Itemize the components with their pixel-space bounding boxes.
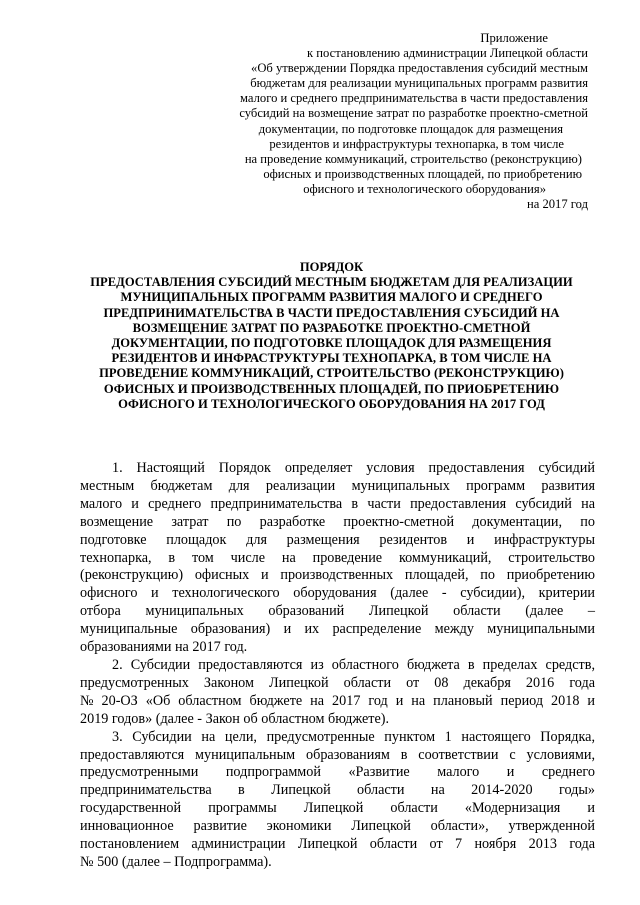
paragraph-line: местным бюджетам для реализации муниципальных программ развития <box>80 477 595 494</box>
title-line: ПОРЯДОК <box>299 260 364 274</box>
annex-line: на 2017 год <box>526 197 588 212</box>
annex-line: на проведение коммуникаций, строительство (реконструкцию) <box>244 151 582 166</box>
title-line: ОФИСНЫХ И ПРОИЗВОДСТВЕННЫХ ПЛОЩАДЕЙ, ПО ПРИОБРЕТЕНИЮ <box>103 381 560 396</box>
title-line: РЕЗИДЕНТОВ И ИНФРАСТРУКТУРЫ ТЕХНОПАРКА, В ТОМ ЧИСЛЕ НА <box>111 351 552 366</box>
paragraph-line: 2019 годов» (далее - Закон об областном бюджете). <box>80 710 390 727</box>
annex-line: офисного и технологического оборудования» <box>303 181 546 196</box>
annex-line: Приложение <box>480 31 548 45</box>
paragraph-line: образованиями на 2017 год. <box>80 639 248 656</box>
annex-line: документации, по подготовке площадок для размещения <box>258 121 563 136</box>
paragraph-line: предусмотренными подпрограммой «Развитие малого и среднего <box>80 764 595 781</box>
paragraph-line: предпринимательства в Липецкой области на 2014-2020 годы» <box>80 782 595 799</box>
annex-line: «Об утверждении Порядка предоставления субсидий местным <box>251 61 588 76</box>
document-title <box>60 260 603 412</box>
paragraph-line: предусмотренных Законом Липецкой области от 08 декабря 2016 года <box>80 674 595 691</box>
title-line: ОФИСНОГО И ТЕХНОЛОГИЧЕСКОГО ОБОРУДОВАНИЯ НА 2017 ГОД <box>118 396 545 411</box>
paragraph-3 <box>80 729 595 872</box>
title-line: ПРЕДОСТАВЛЕНИЯ СУБСИДИЙ МЕСТНЫМ БЮДЖЕТАМ ДЛЯ РЕАЛИЗАЦИИ <box>90 275 573 290</box>
paragraph-line: технопарка, в том числе на проведение коммуникаций, строительство <box>80 549 595 566</box>
paragraph-line: подготовке площадок для размещения резидентов и инфраструктуры <box>80 531 595 548</box>
paragraph-line: малого и среднего предпринимательства в части предоставления субсидий на <box>80 495 595 512</box>
paragraph-line: (реконструкцию) офисных и производственных площадей, по приобретению <box>80 567 595 584</box>
paragraph-line: постановлением администрации Липецкой области от 7 ноября 2013 года <box>80 836 595 853</box>
paragraph-2 <box>80 657 595 729</box>
paragraph-line: инновационное развитие экономики Липецкой области», утвержденной <box>80 818 595 835</box>
paragraph-line: № 500 (далее – Подпрограмма). <box>80 853 272 870</box>
title-line: ДОКУМЕНТАЦИИ, ПО ПОДГОТОВКЕ ПЛОЩАДОК ДЛЯ РАЗМЕЩЕНИЯ <box>111 336 552 351</box>
title-line: ПРЕДПРИНИМАТЕЛЬСТВА В ЧАСТИ ПРЕДОСТАВЛЕНИЯ СУБСИДИЙ НА <box>103 305 560 320</box>
annex-line: малого и среднего предпринимательства в части предоставления <box>240 91 588 106</box>
paragraph-line: № 20-ОЗ «Об областном бюджете на 2017 год и на плановый период 2018 и <box>80 692 595 709</box>
paragraph-line: 3. Субсидии на цели, предусмотренные пунктом 1 настоящего Порядка, <box>112 728 595 745</box>
annex-line: бюджетам для реализации муниципальных программ развития <box>250 76 588 91</box>
paragraph-line: 1. Настоящий Порядок определяет условия предоставления субсидий <box>112 460 595 476</box>
paragraph-line: отбора муниципальных образований Липецкой области (далее – <box>80 603 595 620</box>
title-line: МУНИЦИПАЛЬНЫХ ПРОГРАММ РАЗВИТИЯ МАЛОГО И СРЕДНЕГО <box>120 290 543 305</box>
title-line: ВОЗМЕЩЕНИЕ ЗАТРАТ ПО РАЗРАБОТКЕ ПРОЕКТНО-СМЕТНОЙ <box>132 320 531 335</box>
paragraph-line: предоставляются муниципальным образованиям в соответствии с условиями, <box>80 746 595 763</box>
paragraph-line: офисного и технологического оборудования (далее - субсидии), критерии <box>80 585 595 602</box>
paragraph-line: возмещение затрат по разработке проектно-сметной документации, по <box>80 513 595 530</box>
paragraph-line: 2. Субсидии предоставляются из областного бюджета в пределах средств, <box>112 656 595 673</box>
title-line: ПРОВЕДЕНИЕ КОММУНИКАЦИЙ, СТРОИТЕЛЬСТВО (РЕКОНСТРУКЦИЮ) <box>99 366 564 381</box>
annex-header <box>232 31 592 212</box>
paragraph-1 <box>80 460 595 657</box>
annex-line: офисных и производственных площадей, по приобретению <box>263 166 582 181</box>
document-body <box>80 460 595 872</box>
paragraph-line: государственной программы Липецкой области «Модернизация и <box>80 800 595 817</box>
annex-line: субсидий на возмещение затрат по разработке проектно-сметной <box>239 106 588 121</box>
paragraph-line: муниципальные образования) и их распределение между муниципальными <box>80 621 595 638</box>
annex-line: к постановлению администрации Липецкой области <box>307 46 588 61</box>
annex-line: резидентов и инфраструктуры технопарка, в том числе <box>269 136 564 151</box>
